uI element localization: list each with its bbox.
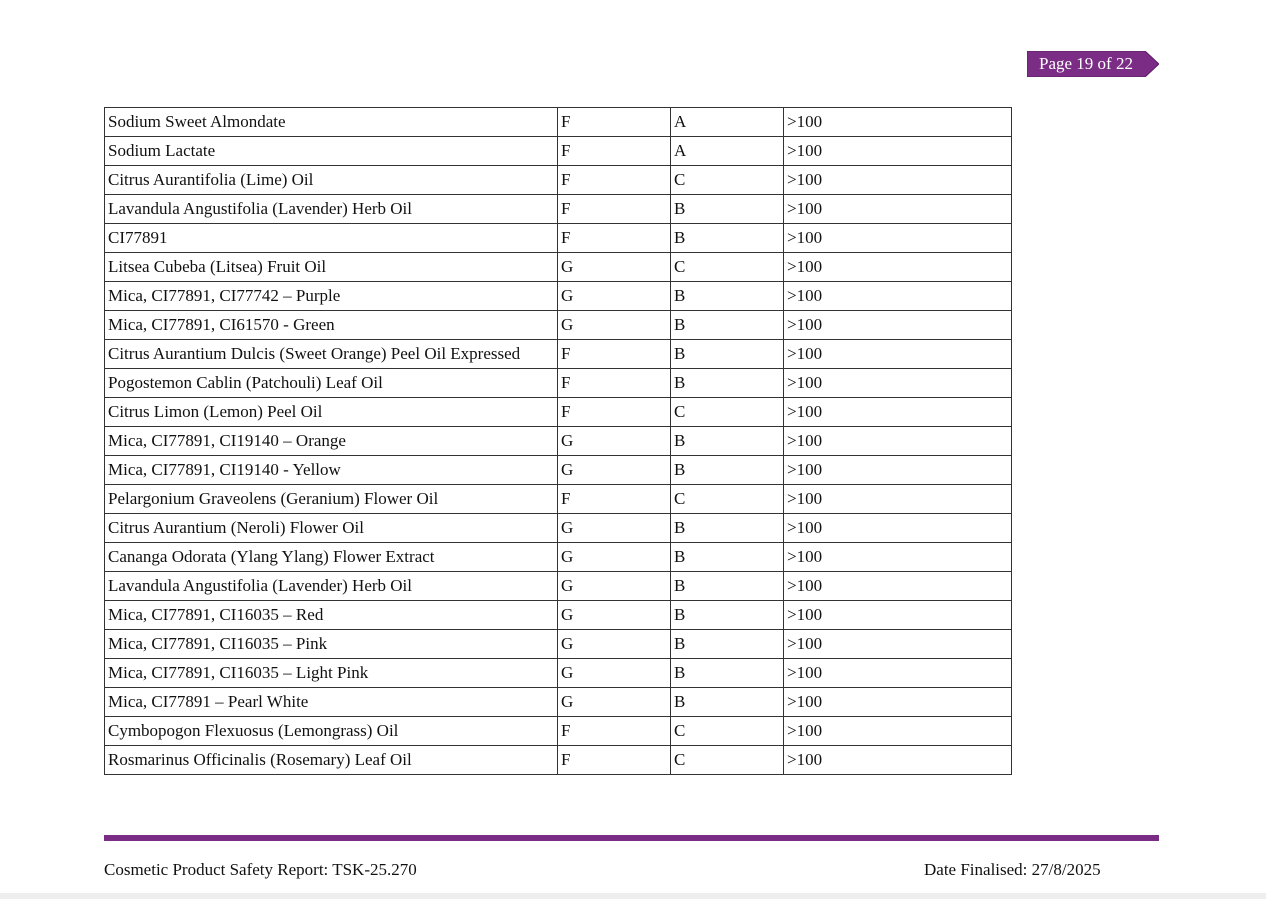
table-row	[105, 514, 1012, 543]
grade-cell: A	[671, 108, 784, 137]
page-number-badge	[1027, 51, 1159, 77]
value-cell: >100	[784, 514, 1012, 543]
grade-cell: B	[671, 543, 784, 572]
table-row	[105, 427, 1012, 456]
value-cell: >100	[784, 485, 1012, 514]
grade-cell: B	[671, 311, 784, 340]
value-cell: >100	[784, 166, 1012, 195]
grade-cell: A	[671, 137, 784, 166]
category-cell: G	[558, 630, 671, 659]
ingredient-name-cell: Sodium Sweet Almondate	[105, 108, 558, 137]
category-cell: G	[558, 659, 671, 688]
grade-cell: C	[671, 746, 784, 775]
grade-cell: B	[671, 456, 784, 485]
grade-cell: B	[671, 224, 784, 253]
value-cell: >100	[784, 601, 1012, 630]
category-cell: F	[558, 195, 671, 224]
value-cell: >100	[784, 427, 1012, 456]
ingredient-name-cell: Sodium Lactate	[105, 137, 558, 166]
page-number-label: Page 19 of 22	[1039, 54, 1133, 73]
grade-cell: B	[671, 659, 784, 688]
grade-cell: C	[671, 398, 784, 427]
grade-cell: B	[671, 340, 784, 369]
ingredient-name-cell: Citrus Limon (Lemon) Peel Oil	[105, 398, 558, 427]
category-cell: G	[558, 427, 671, 456]
ingredients-table	[104, 107, 1012, 775]
grade-cell: B	[671, 282, 784, 311]
value-cell: >100	[784, 137, 1012, 166]
value-cell: >100	[784, 398, 1012, 427]
value-cell: >100	[784, 369, 1012, 398]
ingredient-name-cell: Citrus Aurantium Dulcis (Sweet Orange) Peel Oil Expressed	[105, 340, 558, 369]
value-cell: >100	[784, 543, 1012, 572]
ingredient-name-cell: Mica, CI77891, CI16035 – Light Pink	[105, 659, 558, 688]
table-row	[105, 717, 1012, 746]
value-cell: >100	[784, 311, 1012, 340]
ingredient-name-cell: Rosmarinus Officinalis (Rosemary) Leaf Oil	[105, 746, 558, 775]
category-cell: G	[558, 514, 671, 543]
category-cell: F	[558, 224, 671, 253]
category-cell: G	[558, 253, 671, 282]
table-row	[105, 311, 1012, 340]
ingredient-name-cell: Mica, CI77891, CI61570 - Green	[105, 311, 558, 340]
ingredient-name-cell: Citrus Aurantifolia (Lime) Oil	[105, 166, 558, 195]
date-finalised: Date Finalised: 27/8/2025	[924, 860, 1101, 879]
ingredient-name-cell: Mica, CI77891 – Pearl White	[105, 688, 558, 717]
table-row	[105, 398, 1012, 427]
category-cell: F	[558, 137, 671, 166]
category-cell: F	[558, 108, 671, 137]
value-cell: >100	[784, 195, 1012, 224]
table-row	[105, 659, 1012, 688]
ingredient-name-cell: Lavandula Angustifolia (Lavender) Herb Oil	[105, 195, 558, 224]
table-row	[105, 543, 1012, 572]
category-cell: G	[558, 688, 671, 717]
value-cell: >100	[784, 746, 1012, 775]
value-cell: >100	[784, 630, 1012, 659]
table-row	[105, 166, 1012, 195]
ingredient-name-cell: Litsea Cubeba (Litsea) Fruit Oil	[105, 253, 558, 282]
table-row	[105, 572, 1012, 601]
table-row	[105, 456, 1012, 485]
ingredient-name-cell: Mica, CI77891, CI19140 - Yellow	[105, 456, 558, 485]
table-row	[105, 224, 1012, 253]
ingredient-name-cell: Mica, CI77891, CI19140 – Orange	[105, 427, 558, 456]
ingredient-name-cell: Citrus Aurantium (Neroli) Flower Oil	[105, 514, 558, 543]
grade-cell: C	[671, 485, 784, 514]
grade-cell: B	[671, 369, 784, 398]
value-cell: >100	[784, 659, 1012, 688]
page-bottom-edge	[0, 893, 1266, 899]
category-cell: G	[558, 311, 671, 340]
grade-cell: C	[671, 253, 784, 282]
category-cell: G	[558, 282, 671, 311]
ingredient-name-cell: Mica, CI77891, CI16035 – Red	[105, 601, 558, 630]
value-cell: >100	[784, 224, 1012, 253]
table-row	[105, 485, 1012, 514]
table-row	[105, 137, 1012, 166]
ingredient-name-cell: Cananga Odorata (Ylang Ylang) Flower Extract	[105, 543, 558, 572]
grade-cell: B	[671, 514, 784, 543]
table-row	[105, 746, 1012, 775]
value-cell: >100	[784, 717, 1012, 746]
value-cell: >100	[784, 282, 1012, 311]
category-cell: F	[558, 485, 671, 514]
grade-cell: B	[671, 572, 784, 601]
category-cell: F	[558, 369, 671, 398]
grade-cell: B	[671, 601, 784, 630]
table-row	[105, 340, 1012, 369]
ingredient-name-cell: Mica, CI77891, CI77742 – Purple	[105, 282, 558, 311]
ingredient-name-cell: Pogostemon Cablin (Patchouli) Leaf Oil	[105, 369, 558, 398]
ingredient-name-cell: CI77891	[105, 224, 558, 253]
category-cell: F	[558, 166, 671, 195]
grade-cell: C	[671, 717, 784, 746]
report-reference: Cosmetic Product Safety Report: TSK-25.270	[104, 860, 417, 879]
category-cell: F	[558, 398, 671, 427]
value-cell: >100	[784, 456, 1012, 485]
value-cell: >100	[784, 253, 1012, 282]
category-cell: F	[558, 717, 671, 746]
value-cell: >100	[784, 688, 1012, 717]
table-row	[105, 630, 1012, 659]
table-row	[105, 369, 1012, 398]
table-row	[105, 253, 1012, 282]
category-cell: G	[558, 601, 671, 630]
category-cell: F	[558, 746, 671, 775]
category-cell: F	[558, 340, 671, 369]
ingredient-name-cell: Pelargonium Graveolens (Geranium) Flower Oil	[105, 485, 558, 514]
grade-cell: B	[671, 195, 784, 224]
footer-divider	[104, 835, 1159, 841]
table-row	[105, 195, 1012, 224]
ingredient-name-cell: Lavandula Angustifolia (Lavender) Herb Oil	[105, 572, 558, 601]
grade-cell: B	[671, 688, 784, 717]
value-cell: >100	[784, 340, 1012, 369]
table-row	[105, 108, 1012, 137]
table-row	[105, 688, 1012, 717]
table-row	[105, 282, 1012, 311]
value-cell: >100	[784, 108, 1012, 137]
ingredients-table-body	[105, 108, 1012, 775]
grade-cell: B	[671, 427, 784, 456]
ingredient-name-cell: Mica, CI77891, CI16035 – Pink	[105, 630, 558, 659]
value-cell: >100	[784, 572, 1012, 601]
category-cell: G	[558, 572, 671, 601]
category-cell: G	[558, 456, 671, 485]
ingredient-name-cell: Cymbopogon Flexuosus (Lemongrass) Oil	[105, 717, 558, 746]
category-cell: G	[558, 543, 671, 572]
grade-cell: B	[671, 630, 784, 659]
grade-cell: C	[671, 166, 784, 195]
table-row	[105, 601, 1012, 630]
